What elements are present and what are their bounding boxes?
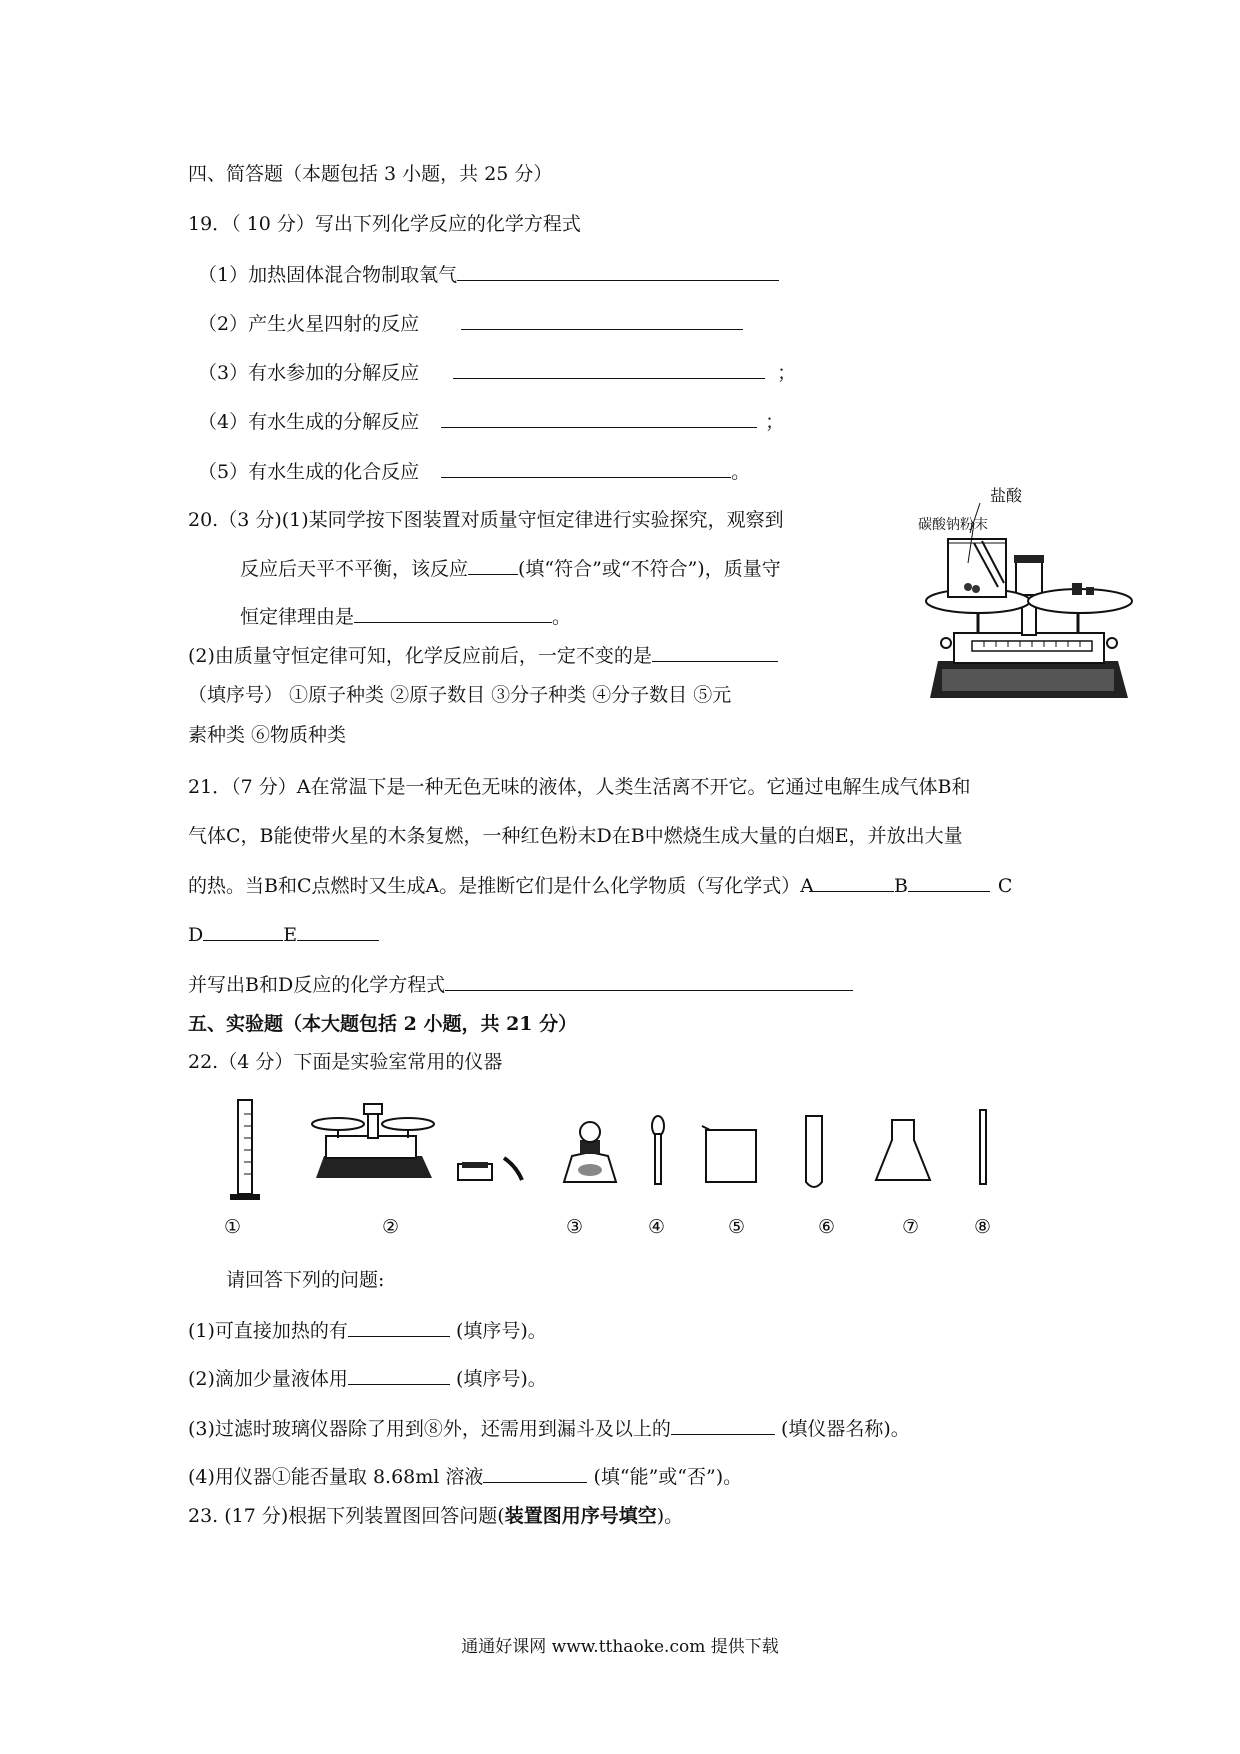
q22-sub3-text: (3)过滤时玻璃仪器除了用到⑧外，还需用到漏斗及以上的 [188, 1418, 671, 1440]
beaker-icon [702, 1126, 756, 1182]
q20-answer-unchanged[interactable] [652, 643, 778, 662]
balance-base-panel [942, 669, 1114, 691]
balance-illustration [918, 483, 1140, 703]
q22-answer-1[interactable] [348, 1318, 450, 1337]
alcohol-lamp-icon [564, 1122, 616, 1182]
q21-label-d: D [188, 924, 204, 946]
q19-answer-4[interactable] [441, 409, 757, 428]
q22-answer-2[interactable] [348, 1366, 450, 1385]
q20-line4-text: (2)由质量守恒定律可知，化学反应前后，一定不变的是 [188, 645, 652, 667]
q20-line5: （填序号） ①原子种类 ②原子数目 ③分子种类 ④分子数目 ⑤元 [188, 684, 732, 706]
q20-balance-figure [918, 483, 1140, 703]
q21-label-e: E [283, 924, 298, 946]
q19-item-2-label: （2）产生火星四射的反应 [198, 313, 420, 335]
q20-line2b: (填“符合”或“不符合”)，质量守 [518, 558, 781, 580]
q20-line3a: 恒定律理由是 [240, 606, 355, 628]
q22-sub2-tail: (填序号)。 [449, 1368, 547, 1390]
instrument-label: ⑥ [818, 1216, 836, 1238]
q21-answer-equation[interactable] [445, 972, 853, 991]
q19-item-2 [198, 311, 743, 336]
q22-sub2-text: (2)滴加少量液体用 [188, 1368, 348, 1390]
q21-line5 [188, 972, 853, 997]
q20-line4 [188, 643, 778, 668]
q21-line1: 21．（7 分）A在常温下是一种无色无味的液体，人类生活离不开它。它通过电解生成气体B和 [188, 776, 971, 798]
test-tube-icon [806, 1116, 822, 1187]
label-powder: 碳酸钠粉末 [918, 517, 988, 533]
q23-stem-a: 23. (17 分)根据下列装置图回答问题( [188, 1505, 505, 1527]
instrument-label: ① [224, 1216, 242, 1238]
q21-line3 [188, 873, 1012, 898]
q19-item-3-label: （3）有水参加的分解反应 [198, 362, 420, 384]
q20-line1: 20.（3 分)(1)某同学按下图装置对质量守恒定律进行实验探究，观察到 [188, 509, 784, 531]
graduated-cylinder-icon [230, 1100, 260, 1200]
q19-stem: 19．（ 10 分）写出下列化学反应的化学方程式 [188, 213, 581, 235]
instrument-label: ③ [566, 1216, 584, 1238]
weight [1072, 583, 1082, 595]
q22-sub4 [188, 1464, 742, 1489]
q19-item-3 [198, 360, 796, 385]
instrument-label: ⑧ [974, 1216, 992, 1238]
q21-answer-d[interactable] [203, 922, 283, 941]
q21-label-b: B [893, 875, 908, 897]
q20-answer-reason[interactable] [354, 604, 552, 623]
q21-line2: 气体C，B能使带火星的木条复燃，一种红色粉末D在B中燃烧生成大量的白烟E，并放出大量 [188, 825, 963, 847]
q21-answer-a[interactable] [814, 873, 894, 892]
dropper-icon [652, 1116, 664, 1184]
q19-item-4-tail: ； [765, 411, 785, 433]
q20-line3b: 。 [552, 606, 572, 628]
q19-item-1-label: （1）加热固体混合物制取氧气 [198, 264, 458, 286]
q22-stem: 22.（4 分）下面是实验室常用的仪器 [188, 1051, 503, 1073]
q21-label-c: C [997, 875, 1013, 897]
instruments-illustration [226, 1096, 1006, 1206]
q19-item-3-tail: ； [777, 362, 797, 384]
q22-sub1 [188, 1318, 547, 1343]
q21-answer-b[interactable] [908, 873, 990, 892]
q20-answer-conform[interactable] [468, 556, 518, 575]
q20-line6: 素种类 ⑥物质种类 [188, 724, 347, 746]
q19-item-5 [198, 459, 750, 484]
q23-stem [188, 1504, 683, 1528]
q20-line2a: 反应后天平不平衡，该反应 [240, 558, 469, 580]
q23-stem-bold: 装置图用序号填空 [504, 1505, 657, 1527]
section-heading: 五、实验题（本大题包括 2 小题，共 21 分） [188, 1013, 578, 1035]
q21-line5-text: 并写出B和D反应的化学方程式 [188, 974, 446, 996]
weight [1086, 587, 1094, 595]
balance-icon [312, 1104, 522, 1180]
section-heading: 四、简答题（本题包括 3 小题，共 25 分） [188, 163, 553, 185]
q20-line3 [240, 604, 571, 629]
q22-answer-3[interactable] [671, 1416, 775, 1435]
q21-line3-text: 的热。当B和C点燃时又生成A。是推断它们是什么化学物质（写化学式）A [188, 875, 814, 897]
q19-answer-2[interactable] [461, 311, 743, 330]
q22-answer-4[interactable] [483, 1464, 587, 1483]
q22-sub4-tail: (填“能”或“否”)。 [587, 1466, 743, 1488]
label-acid: 盐酸 [990, 486, 1023, 505]
q22-sub3-tail: (填仪器名称)。 [774, 1418, 910, 1440]
q19-item-5-tail: 。 [731, 461, 751, 483]
q19-answer-1[interactable] [457, 262, 779, 281]
q19-item-4-label: （4）有水生成的分解反应 [198, 411, 420, 433]
q19-item-4 [198, 409, 784, 434]
instrument-label: ⑦ [902, 1216, 920, 1238]
q21-line4 [188, 922, 379, 947]
q22-sub1-tail: (填序号)。 [449, 1320, 547, 1342]
page-footer: 通通好课网 www.tthaoke.com 提供下载 [461, 1637, 779, 1657]
q22-sub1-text: (1)可直接加热的有 [188, 1320, 348, 1342]
q19-answer-3[interactable] [453, 360, 765, 379]
q22-sub3 [188, 1416, 910, 1441]
q22-instruments-figure [226, 1096, 1006, 1206]
q19-answer-5[interactable] [441, 459, 731, 478]
q22-sub2 [188, 1366, 547, 1391]
conical-flask-icon [876, 1120, 930, 1180]
q19-item-1 [198, 262, 779, 287]
q19-item-5-label: （5）有水生成的化合反应 [198, 461, 420, 483]
q20-line2 [240, 556, 781, 581]
q22-prompt: 请回答下列的问题: [226, 1269, 385, 1291]
instrument-label: ④ [648, 1216, 666, 1238]
q21-answer-e[interactable] [297, 922, 379, 941]
instrument-label: ② [382, 1216, 400, 1238]
instrument-label: ⑤ [728, 1216, 746, 1238]
q23-stem-b: )。 [656, 1505, 684, 1527]
q22-sub4-text: (4)用仪器①能否量取 8.68ml 溶液 [188, 1466, 484, 1488]
glass-rod-icon [980, 1110, 986, 1184]
